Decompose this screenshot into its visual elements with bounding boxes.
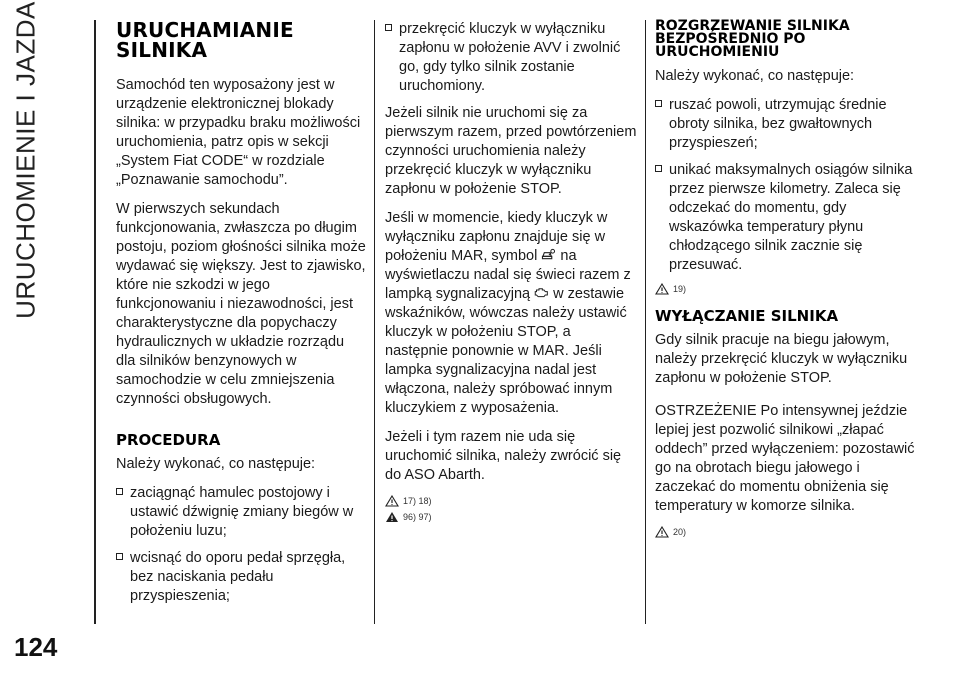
footnote-reference: 96) 97): [385, 511, 637, 523]
chapter-side-label: [6, 1, 46, 319]
section-heading-stopping: WYŁĄCZANIE SILNIKA: [655, 307, 839, 325]
paragraph-caution: OSTRZEŻENIE Po intensywnej jeździe lepiej jest pozwolić silnikowi „złapać oddech” przed wyłączeniem: pozostawić go na obrotach biegu jałowego i zaczekać do momentu obniżenia się temperatury w komorze silnika.: [655, 403, 915, 514]
paragraph: Należy wykonać, co następuje:: [116, 456, 316, 472]
column-2: [385, 20, 637, 527]
list-item: unikać maksymalnych osiągów silnika przez pierwsze kilometry. Zaleca się odczekać do momentu, gdy wskazówka temperatury płynu chłodzącego silnik zacznie się przesuwać.: [655, 161, 917, 275]
key-car-icon: [541, 248, 556, 261]
warning-triangle-icon: [385, 495, 399, 507]
list-item: wcisnąć do oporu pedał sprzęgła, bez naciskania pedału przyspieszenia;: [116, 549, 366, 606]
chapter-title: URUCHOMIENIE I JAZDA: [10, 1, 41, 319]
column-1: [116, 20, 366, 614]
chapter-rule: [94, 20, 96, 624]
page-number: 124: [14, 632, 58, 662]
checkbox-bullet-icon: [655, 165, 662, 172]
warning-triangle-icon: [385, 511, 399, 523]
footnote-reference: 17) 18): [385, 495, 637, 507]
list-item: ruszać powoli, utrzymując średnie obroty silnika, bez gwałtownych przyspieszeń;: [655, 96, 917, 153]
paragraph: Jeżeli silnik nie uruchomi się za pierwszym razem, przed powtórzeniem czynności uruchomienia należy przekręcić kluczyk w wyłączniku zapłonu w położenie STOP.: [385, 105, 637, 197]
column-3: [655, 20, 917, 542]
list-item: przekręcić kluczyk w wyłączniku zapłonu w położenie AVV i zwolnić go, gdy tylko silnik zostanie uruchomiony.: [385, 20, 637, 96]
checkbox-bullet-icon: [655, 100, 662, 107]
list-item: zaciągnąć hamulec postojowy i ustawić dźwignię zmiany biegów w położeniu luzu;: [116, 484, 366, 541]
paragraph: Gdy silnik pracuje na biegu jałowym, należy przekręcić kluczyk w wyłączniku zapłonu w położenie STOP.: [655, 332, 908, 386]
paragraph: W pierwszych sekundach funkcjonowania, zwłaszcza po długim postoju, poziom głośności silnika może wydawać się większy. Jest to zjawisko, które nie szkodzi w jego funkcjonowaniu i niezawodności, jest charakterystyczne dla popychaczy hydraulicznych w układzie rozrządu dla silników benzynowych w samochodzie w celu zmniejszenia czynności obsługowych.: [116, 201, 366, 407]
paragraph: Samochód ten wyposażony jest w urządzenie elektronicznej blokady silnika: w przypadku braku możliwości uruchomienia, patrz opis w sekcji „System Fiat CODE“ w rozdziale „Poznawanie samochodu”.: [116, 77, 361, 188]
footnote-reference: 20): [655, 526, 917, 538]
paragraph: Należy wykonać, co następuje:: [655, 68, 855, 84]
engine-warning-icon: [534, 286, 549, 299]
checkbox-bullet-icon: [116, 488, 123, 495]
column-divider-2: [645, 20, 646, 624]
checkbox-bullet-icon: [116, 553, 123, 560]
paragraph: Jeżeli i tym razem nie uda się uruchomić silnika, należy zwrócić się do ASO Abarth.: [385, 429, 622, 483]
column-divider-1: [374, 20, 375, 624]
paragraph-with-icons: Jeśli w momencie, kiedy kluczyk w wyłączniku zapłonu znajduje się w położeniu MAR, symbol na wyświetlaczu nadal się świeci razem z lampką sygnalizacyjną w zestawie wskaźników, wówczas należy ustawić kluczyk w położeniu STOP, a następnie ponownie w MAR. Jeśli lampka sygnalizacyjna nadal jest włączona, należy spróbować innym kluczykiem z wyposażenia.: [385, 210, 631, 416]
section-heading-warmup: ROZGRZEWANIE SILNIKA BEZPOŚREDNIO PO URUCHOMIENIU: [655, 18, 850, 60]
footnote-reference: 19): [655, 283, 917, 295]
section-heading-starting: URUCHAMIANIE SILNIKA: [116, 18, 294, 62]
checkbox-bullet-icon: [385, 24, 392, 31]
section-heading-procedure: PROCEDURA: [116, 431, 221, 449]
warning-triangle-icon: [655, 283, 669, 295]
warning-triangle-icon: [655, 526, 669, 538]
